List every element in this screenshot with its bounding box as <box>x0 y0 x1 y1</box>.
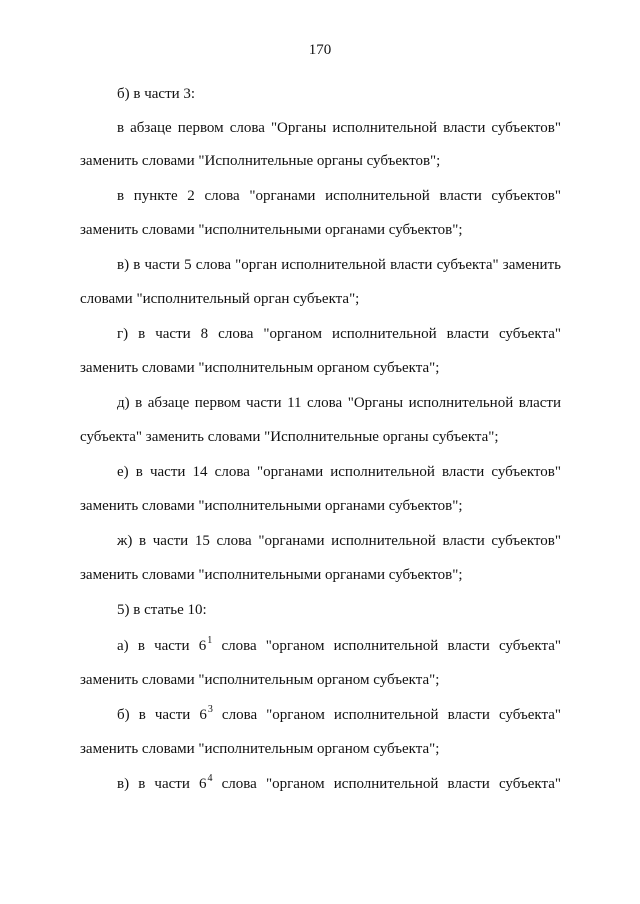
text-line: е) в части 14 слова "органами исполнительной власти субъектов" <box>117 464 561 480</box>
text-line: субъекта" заменить словами "Исполнительные органы субъекта"; <box>80 429 499 445</box>
text-line: заменить словами "исполнительным органом субъекта"; <box>80 741 440 757</box>
text-line: в пункте 2 слова "органами исполнительной власти субъектов" <box>117 188 561 204</box>
text-line: заменить словами "Исполнительные органы субъектов"; <box>80 153 441 169</box>
text-line: 5) в статье 10: <box>117 602 207 618</box>
text-line: заменить словами "исполнительным органом субъекта"; <box>80 360 440 376</box>
text-line-sup: б) в части $6^3$ слова "органом исполнительной власти субъекта" <box>117 704 562 723</box>
text-line: в абзаце первом слова "Органы исполнительной власти субъектов" <box>117 120 561 136</box>
text-line: в) в части 5 слова "орган исполнительной власти субъекта" заменить <box>117 257 561 273</box>
text-line: заменить словами "исполнительными органами субъектов"; <box>80 498 463 514</box>
text-line-sup: в) в части $6^4$ слова "органом исполнительной власти субъекта" <box>117 773 562 792</box>
text-line: б) в части 3: <box>117 86 196 102</box>
text-line: д) в абзаце первом части 11 слова "Органы исполнительной власти <box>117 395 561 411</box>
superscript: 4 <box>207 773 213 784</box>
superscript: 3 <box>207 704 213 715</box>
text-line: заменить словами "исполнительными органами субъектов"; <box>80 222 463 238</box>
text-line: заменить словами "исполнительными органами субъектов"; <box>80 567 463 583</box>
text-line: г) в части 8 слова "органом исполнительной власти субъекта" <box>117 326 561 342</box>
text-line: ж) в части 15 слова "органами исполнительной власти субъектов" <box>117 533 561 549</box>
superscript: 1 <box>207 635 213 646</box>
text-line: словами "исполнительный орган субъекта"; <box>80 291 360 307</box>
page-number: 170 <box>308 42 332 58</box>
text-line: заменить словами "исполнительным органом субъекта"; <box>80 672 440 688</box>
text-line-sup: а) в части $6^1$ слова "органом исполнительной власти субъекта" <box>117 635 561 654</box>
